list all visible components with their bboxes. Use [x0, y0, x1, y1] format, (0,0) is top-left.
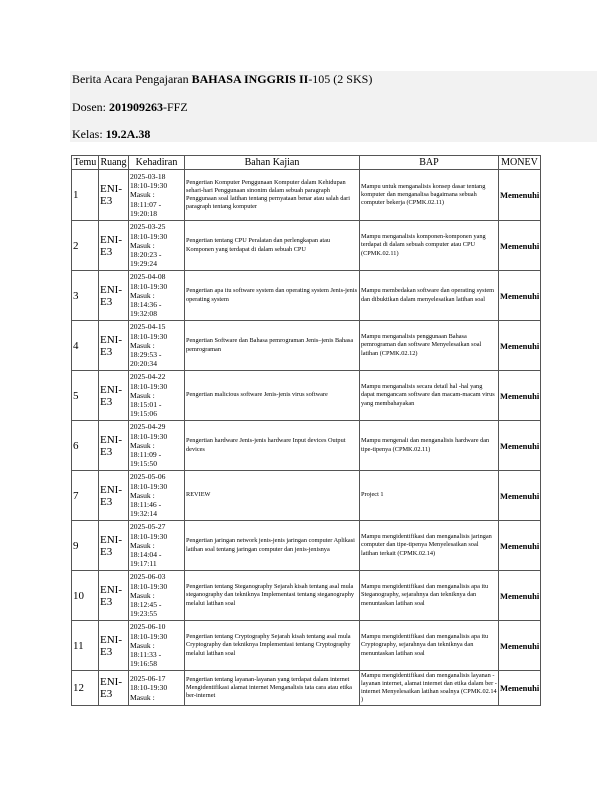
bahan-kajian-cell: Pengertian malicious software Jenis-jenis virus software: [185, 371, 360, 421]
table-header-row: [72, 156, 541, 170]
monev-cell: Memenuhi: [499, 170, 541, 221]
monev-cell: Memenuhi: [499, 271, 541, 321]
attendance-schedule: 18:10-19:30: [130, 631, 168, 641]
attendance-out-time: 19:16:58: [130, 659, 158, 669]
monev-cell: Memenuhi: [499, 571, 541, 621]
bap-cell: Mampu mengenali dan menganalisis hardware dan tipe-tipenya (CPMK.02.11): [360, 421, 499, 471]
ruang-cell: ENI-E3: [99, 221, 129, 271]
table-row: [72, 170, 541, 221]
temu-cell: 11: [72, 621, 99, 671]
attendance-date: 2025-03-25: [130, 222, 166, 232]
attendance-schedule: 18:10-19:30: [130, 431, 168, 441]
monev-cell: Memenuhi: [499, 321, 541, 371]
bahan-kajian-cell: Pengertian Software dan Bahasa pemrograman Jenis–jenis Bahasa pemrograman: [185, 321, 360, 371]
attendance-masuk-label: Masuk :: [130, 190, 155, 200]
attendance-in-time: 18:11:46 -: [130, 500, 162, 510]
bap-cell: Mampu membedakan software dan operating system dan dibuktikan dalam menyelesaikan latihan soal: [360, 271, 499, 321]
kehadiran-cell: [129, 321, 185, 371]
kehadiran-cell: [129, 170, 185, 221]
ruang-cell: ENI-E3: [99, 271, 129, 321]
attendance-masuk-label: Masuk :: [130, 240, 155, 250]
ruang-cell: ENI-E3: [99, 170, 129, 221]
monev-cell: Memenuhi: [499, 421, 541, 471]
attendance-in-time: 18:11:09 -: [130, 450, 162, 460]
bap-cell: Mampu menganalisis penggunaan Bahasa pemrograman dan software Menyelesaikan soal latihan (CPMK.02.12): [360, 321, 499, 371]
attendance-masuk-label: Masuk :: [130, 692, 155, 702]
ruang-cell: ENI-E3: [99, 421, 129, 471]
check-in-time: 18:15:01: [130, 400, 158, 410]
attendance-masuk-label: Masuk :: [130, 390, 155, 400]
temu-cell: 3: [72, 271, 99, 321]
check-in-time: 18:20:23: [130, 250, 158, 260]
check-in-time: 18:11:07: [130, 199, 157, 209]
dosen-id: 201909263: [109, 100, 163, 114]
temu-cell: 4: [72, 321, 99, 371]
bap-cell: Mampu mengidentifikasi dan menganalisis layanan - layanan internet, alamat internet dan etika dalam ber - internet Menyelesaikan latihan soalnya (CPMK.02.14 ): [360, 671, 499, 706]
attendance-out-time: 19:20:18: [130, 208, 158, 218]
check-in-time: 18:14:36: [130, 300, 158, 310]
table-row: [72, 321, 541, 371]
attendance-masuk-label: Masuk :: [130, 540, 155, 550]
attendance-out-time: 19:23:55: [130, 609, 158, 619]
bahan-kajian-cell: Pengertian tentang CPU Peralatan dan perlengkapan atau Komponen yang terdapat di dalam sebuah CPU: [185, 221, 360, 271]
attendance-in-time: 18:15:01 -: [130, 400, 162, 410]
table-row: [72, 671, 541, 706]
bahan-kajian-cell: Pengertian tentang layanan-layanan yang terdapat dalam internet Mengidentifikasi alamat internet Menganalisis tata cara atau etika ber-internet: [185, 671, 360, 706]
col-monev: MONEV: [499, 156, 541, 170]
ruang-cell: ENI-E3: [99, 471, 129, 521]
temu-cell: 7: [72, 471, 99, 521]
attendance-schedule: 18:10-19:30: [130, 281, 168, 291]
kehadiran-cell: [129, 371, 185, 421]
attendance-schedule: 18:10-19:30: [130, 683, 168, 693]
attendance-date: 2025-06-10: [130, 622, 166, 632]
attendance-date: 2025-04-22: [130, 372, 166, 382]
bap-cell: Mampu menganalisis komponen-komponen yang terdapat di dalam sebuah computer atau CPU (CPMK.02.11): [360, 221, 499, 271]
attendance-masuk-label: Masuk :: [130, 490, 155, 500]
attendance-out-time: 19:32:14: [130, 509, 158, 519]
bahan-kajian-cell: Pengertian apa itu software system dan operating system Jenis-jenis operating system: [185, 271, 360, 321]
attendance-schedule: 18:10-19:30: [130, 531, 168, 541]
attendance-out-time: 19:17:11: [130, 559, 157, 569]
attendance-in-time: 18:20:23 -: [130, 250, 162, 260]
check-in-time: 18:11:33: [130, 650, 157, 660]
temu-cell: 9: [72, 521, 99, 571]
table-row: [72, 371, 541, 421]
kehadiran-cell: [129, 521, 185, 571]
col-bahan-kajian: Bahan Kajian: [185, 156, 360, 170]
check-in-time: 18:29:53: [130, 350, 158, 360]
attendance-schedule: 18:10-19:30: [130, 581, 168, 591]
attendance-in-time: 18:12:45 -: [130, 600, 162, 610]
attendance-out-time: 19:32:08: [130, 309, 158, 319]
attendance-date: 2025-05-06: [130, 472, 166, 482]
check-in-time: 18:12:45: [130, 600, 158, 610]
bap-cell: Mampu mengidentifikasi dan menganalisis apa itu Cryptography, sejarahnya dan tekniknya dan menuntaskan latihan soal: [360, 621, 499, 671]
attendance-schedule: 18:10-19:30: [130, 481, 168, 491]
kehadiran-cell: [129, 621, 185, 671]
report-header: [70, 71, 597, 142]
ruang-cell: ENI-E3: [99, 371, 129, 421]
dosen-label: Dosen:: [72, 100, 109, 114]
attendance-in-time: 18:11:33 -: [130, 650, 162, 660]
bap-cell: Mampu mengidentifikasi dan menganalisis apa itu Steganography, sejarahnya dan tekniknya dan menuntaskan latihan soal: [360, 571, 499, 621]
kelas-label: Kelas:: [72, 127, 106, 141]
attendance-masuk-label: Masuk :: [130, 640, 155, 650]
check-in-time: 18:11:09: [130, 450, 157, 460]
attendance-in-time: 18:29:53 -: [130, 350, 162, 360]
table-row: [72, 221, 541, 271]
ruang-cell: ENI-E3: [99, 321, 129, 371]
bahan-kajian-cell: Pengertian jaringan network jenis-jenis jaringan computer Aplikasi latihan soal tentang jaringan computer dan jenis-jenisnya: [185, 521, 360, 571]
attendance-masuk-label: Masuk :: [130, 590, 155, 600]
ruang-cell: ENI-E3: [99, 621, 129, 671]
attendance-schedule: 18:10-19:30: [130, 381, 168, 391]
check-in-time: 18:14:04: [130, 550, 158, 560]
temu-cell: 2: [72, 221, 99, 271]
table-row: [72, 471, 541, 521]
kehadiran-cell: [129, 271, 185, 321]
attendance-in-time: 18:14:36 -: [130, 300, 162, 310]
temu-cell: 1: [72, 170, 99, 221]
bahan-kajian-cell: Pengertian hardware Jenis-jenis hardware Input devices Output devices: [185, 421, 360, 471]
table-row: [72, 621, 541, 671]
col-temu: Temu: [72, 156, 99, 170]
kelas-line: [72, 127, 150, 142]
monev-cell: Memenuhi: [499, 621, 541, 671]
attendance-date: 2025-04-08: [130, 272, 166, 282]
monev-cell: Memenuhi: [499, 221, 541, 271]
monev-cell: Memenuhi: [499, 471, 541, 521]
attendance-out-time: 19:29:24: [130, 259, 158, 269]
report-title: [72, 72, 372, 87]
table-row: [72, 421, 541, 471]
table-row: [72, 521, 541, 571]
bahan-kajian-cell: Pengertian Komputer Penggunaan Komputer dalam Kehidupan sehari-hari Penggunaan sinonim dalam sebuah paragraph Penggunaan soal latihan tentang pernyataan benar atau salah dari paragraph tentang komputer: [185, 170, 360, 221]
bahan-kajian-cell: Pengertian tentang Cryptography Sejarah kisah tentang asal mula Cryptography dan tekniknya Implementasi tentang Cryptography melalui latihan soal: [185, 621, 360, 671]
attendance-schedule: 18:10-19:30: [130, 331, 168, 341]
attendance-in-time: 18:11:07 -: [130, 199, 162, 209]
kehadiran-cell: [129, 571, 185, 621]
table-row: [72, 271, 541, 321]
attendance-masuk-label: Masuk :: [130, 340, 155, 350]
ruang-cell: ENI-E3: [99, 521, 129, 571]
attendance-schedule: 18:10-19:30: [130, 231, 168, 241]
ruang-cell: ENI-E3: [99, 671, 129, 706]
attendance-in-time: 18:14:04 -: [130, 550, 162, 560]
attendance-out-time: 19:15:50: [130, 459, 158, 469]
attendance-date: 2025-06-17: [130, 674, 166, 684]
monev-cell: Memenuhi: [499, 521, 541, 571]
attendance-date: 2025-05-27: [130, 522, 166, 532]
check-in-time: 18:11:46: [130, 500, 157, 510]
col-kehadiran: Kehadiran: [129, 156, 185, 170]
kehadiran-cell: [129, 671, 185, 706]
bap-table: [71, 155, 541, 706]
temu-cell: 12: [72, 671, 99, 706]
course-code: -105 (2 SKS): [308, 72, 373, 86]
table-row: [72, 571, 541, 621]
kehadiran-cell: [129, 421, 185, 471]
temu-cell: 6: [72, 421, 99, 471]
attendance-schedule: 18:10-19:30: [130, 181, 168, 191]
temu-cell: 5: [72, 371, 99, 421]
attendance-date: 2025-03-18: [130, 171, 166, 181]
attendance-date: 2025-04-29: [130, 422, 166, 432]
col-bap: BAP: [360, 156, 499, 170]
bahan-kajian-cell: Pengertian tentang Steganography Sejarah kisah tentang asal mula steganography dan tekniknya Implementasi tentang steganography melalui latihan soal: [185, 571, 360, 621]
attendance-date: 2025-06-03: [130, 572, 166, 582]
monev-cell: Memenuhi: [499, 671, 541, 706]
monev-cell: Memenuhi: [499, 371, 541, 421]
bap-cell: Mampu mengidentifikasi dan menganalisis jaringan computer dan tipe-tipenya Menyelesaikan soal latihan terkait (CPMK.02.14): [360, 521, 499, 571]
attendance-masuk-label: Masuk :: [130, 290, 155, 300]
attendance-out-time: 20:20:34: [130, 359, 158, 369]
dosen-line: [72, 100, 188, 115]
bap-cell: Mampu untuk menganalisis konsep dasar tentang komputer dan menganalisa bagaimana sebuah computer bekerja (CPMK.02.11): [360, 170, 499, 221]
col-ruang: Ruang: [100, 157, 127, 168]
bap-cell: Project 1: [360, 471, 499, 521]
course-name: BAHASA INGGRIS II: [191, 72, 309, 86]
bap-cell: Mampu menganalisis secara detail hal -hal yang dapat mengancam software dan macam-macam virus yang membahayakan: [360, 371, 499, 421]
kehadiran-cell: [129, 471, 185, 521]
attendance-out-time: 19:15:06: [130, 409, 158, 419]
title-prefix: Berita Acara Pengajaran: [72, 72, 192, 86]
kelas-value: 19.2A.38: [105, 127, 151, 141]
dosen-suffix: -FFZ: [163, 100, 188, 114]
attendance-masuk-label: Masuk :: [130, 440, 155, 450]
kehadiran-cell: [129, 221, 185, 271]
attendance-date: 2025-04-15: [130, 322, 166, 332]
temu-cell: 10: [72, 571, 99, 621]
ruang-cell: ENI-E3: [99, 571, 129, 621]
bahan-kajian-cell: REVIEW: [185, 471, 360, 521]
